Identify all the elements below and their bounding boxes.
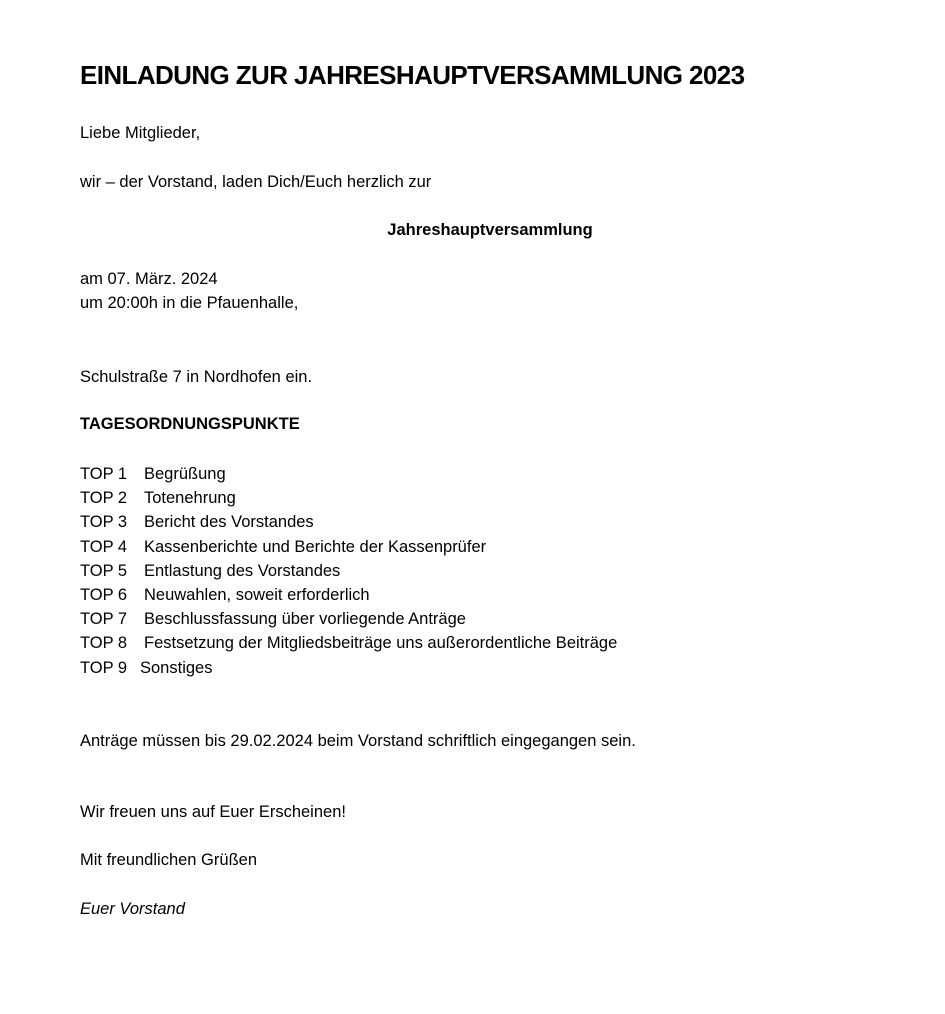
document-page bbox=[80, 0, 910, 1014]
agenda-item-text: Bericht des Vorstandes bbox=[144, 513, 314, 532]
agenda-item-text: Sonstiges bbox=[140, 658, 213, 677]
agenda-item-text: Kassenberichte und Berichte der Kassenprüfer bbox=[144, 537, 487, 556]
agenda-item bbox=[80, 510, 617, 534]
agenda-item-text: Begrüßung bbox=[144, 465, 226, 483]
signature: Euer Vorstand bbox=[80, 900, 185, 918]
time-place-line: um 20:00h in die Pfauenhalle, bbox=[80, 294, 299, 312]
agenda-item-number: TOP 9 bbox=[80, 658, 128, 677]
agenda-item-text: Beschlussfassung über vorliegende Anträge bbox=[144, 610, 466, 629]
agenda-item bbox=[80, 583, 617, 607]
agenda-item-number: TOP 6 bbox=[80, 585, 128, 604]
deadline-note: Anträge müssen bis 29.02.2024 beim Vorstand schriftlich eingegangen sein. bbox=[80, 732, 636, 750]
date-line: am 07. März. 2024 bbox=[80, 270, 218, 288]
agenda-item-number: TOP 3 bbox=[80, 513, 128, 532]
agenda-item bbox=[80, 535, 617, 559]
greeting: Liebe Mitglieder, bbox=[80, 124, 201, 142]
agenda-item-text: Neuwahlen, soweit erforderlich bbox=[144, 585, 370, 604]
closing-text: Wir freuen uns auf Euer Erscheinen! bbox=[80, 803, 346, 821]
agenda-item-number: TOP 1 bbox=[80, 465, 128, 483]
agenda-item-text: Festsetzung der Mitgliedsbeiträge uns außerordentliche Beiträge bbox=[144, 634, 618, 653]
agenda-item bbox=[80, 607, 617, 631]
agenda-list bbox=[80, 462, 617, 680]
agenda-item bbox=[80, 656, 617, 680]
agenda-item bbox=[80, 462, 617, 486]
agenda-item-number: TOP 5 bbox=[80, 561, 128, 580]
event-name: Jahreshauptversammlung bbox=[387, 221, 593, 239]
agenda-item-number: TOP 4 bbox=[80, 537, 128, 556]
intro-text: wir – der Vorstand, laden Dich/Euch herzlich zur bbox=[80, 173, 432, 191]
agenda-heading: TAGESORDNUNGSPUNKTE bbox=[80, 415, 300, 433]
agenda-item bbox=[80, 486, 617, 510]
agenda-item-number: TOP 2 bbox=[80, 489, 128, 508]
agenda-item-text: Totenehrung bbox=[144, 489, 236, 508]
agenda-item-text: Entlastung des Vorstandes bbox=[144, 561, 341, 580]
address-line: Schulstraße 7 in Nordhofen ein. bbox=[80, 368, 313, 386]
agenda-item bbox=[80, 631, 617, 655]
agenda-item-number: TOP 7 bbox=[80, 610, 128, 629]
regards-text: Mit freundlichen Grüßen bbox=[80, 851, 257, 869]
agenda-item-number: TOP 8 bbox=[80, 634, 128, 653]
agenda-item bbox=[80, 559, 617, 583]
document-title: EINLADUNG ZUR JAHRESHAUPTVERSAMMLUNG 2023 bbox=[80, 60, 745, 90]
